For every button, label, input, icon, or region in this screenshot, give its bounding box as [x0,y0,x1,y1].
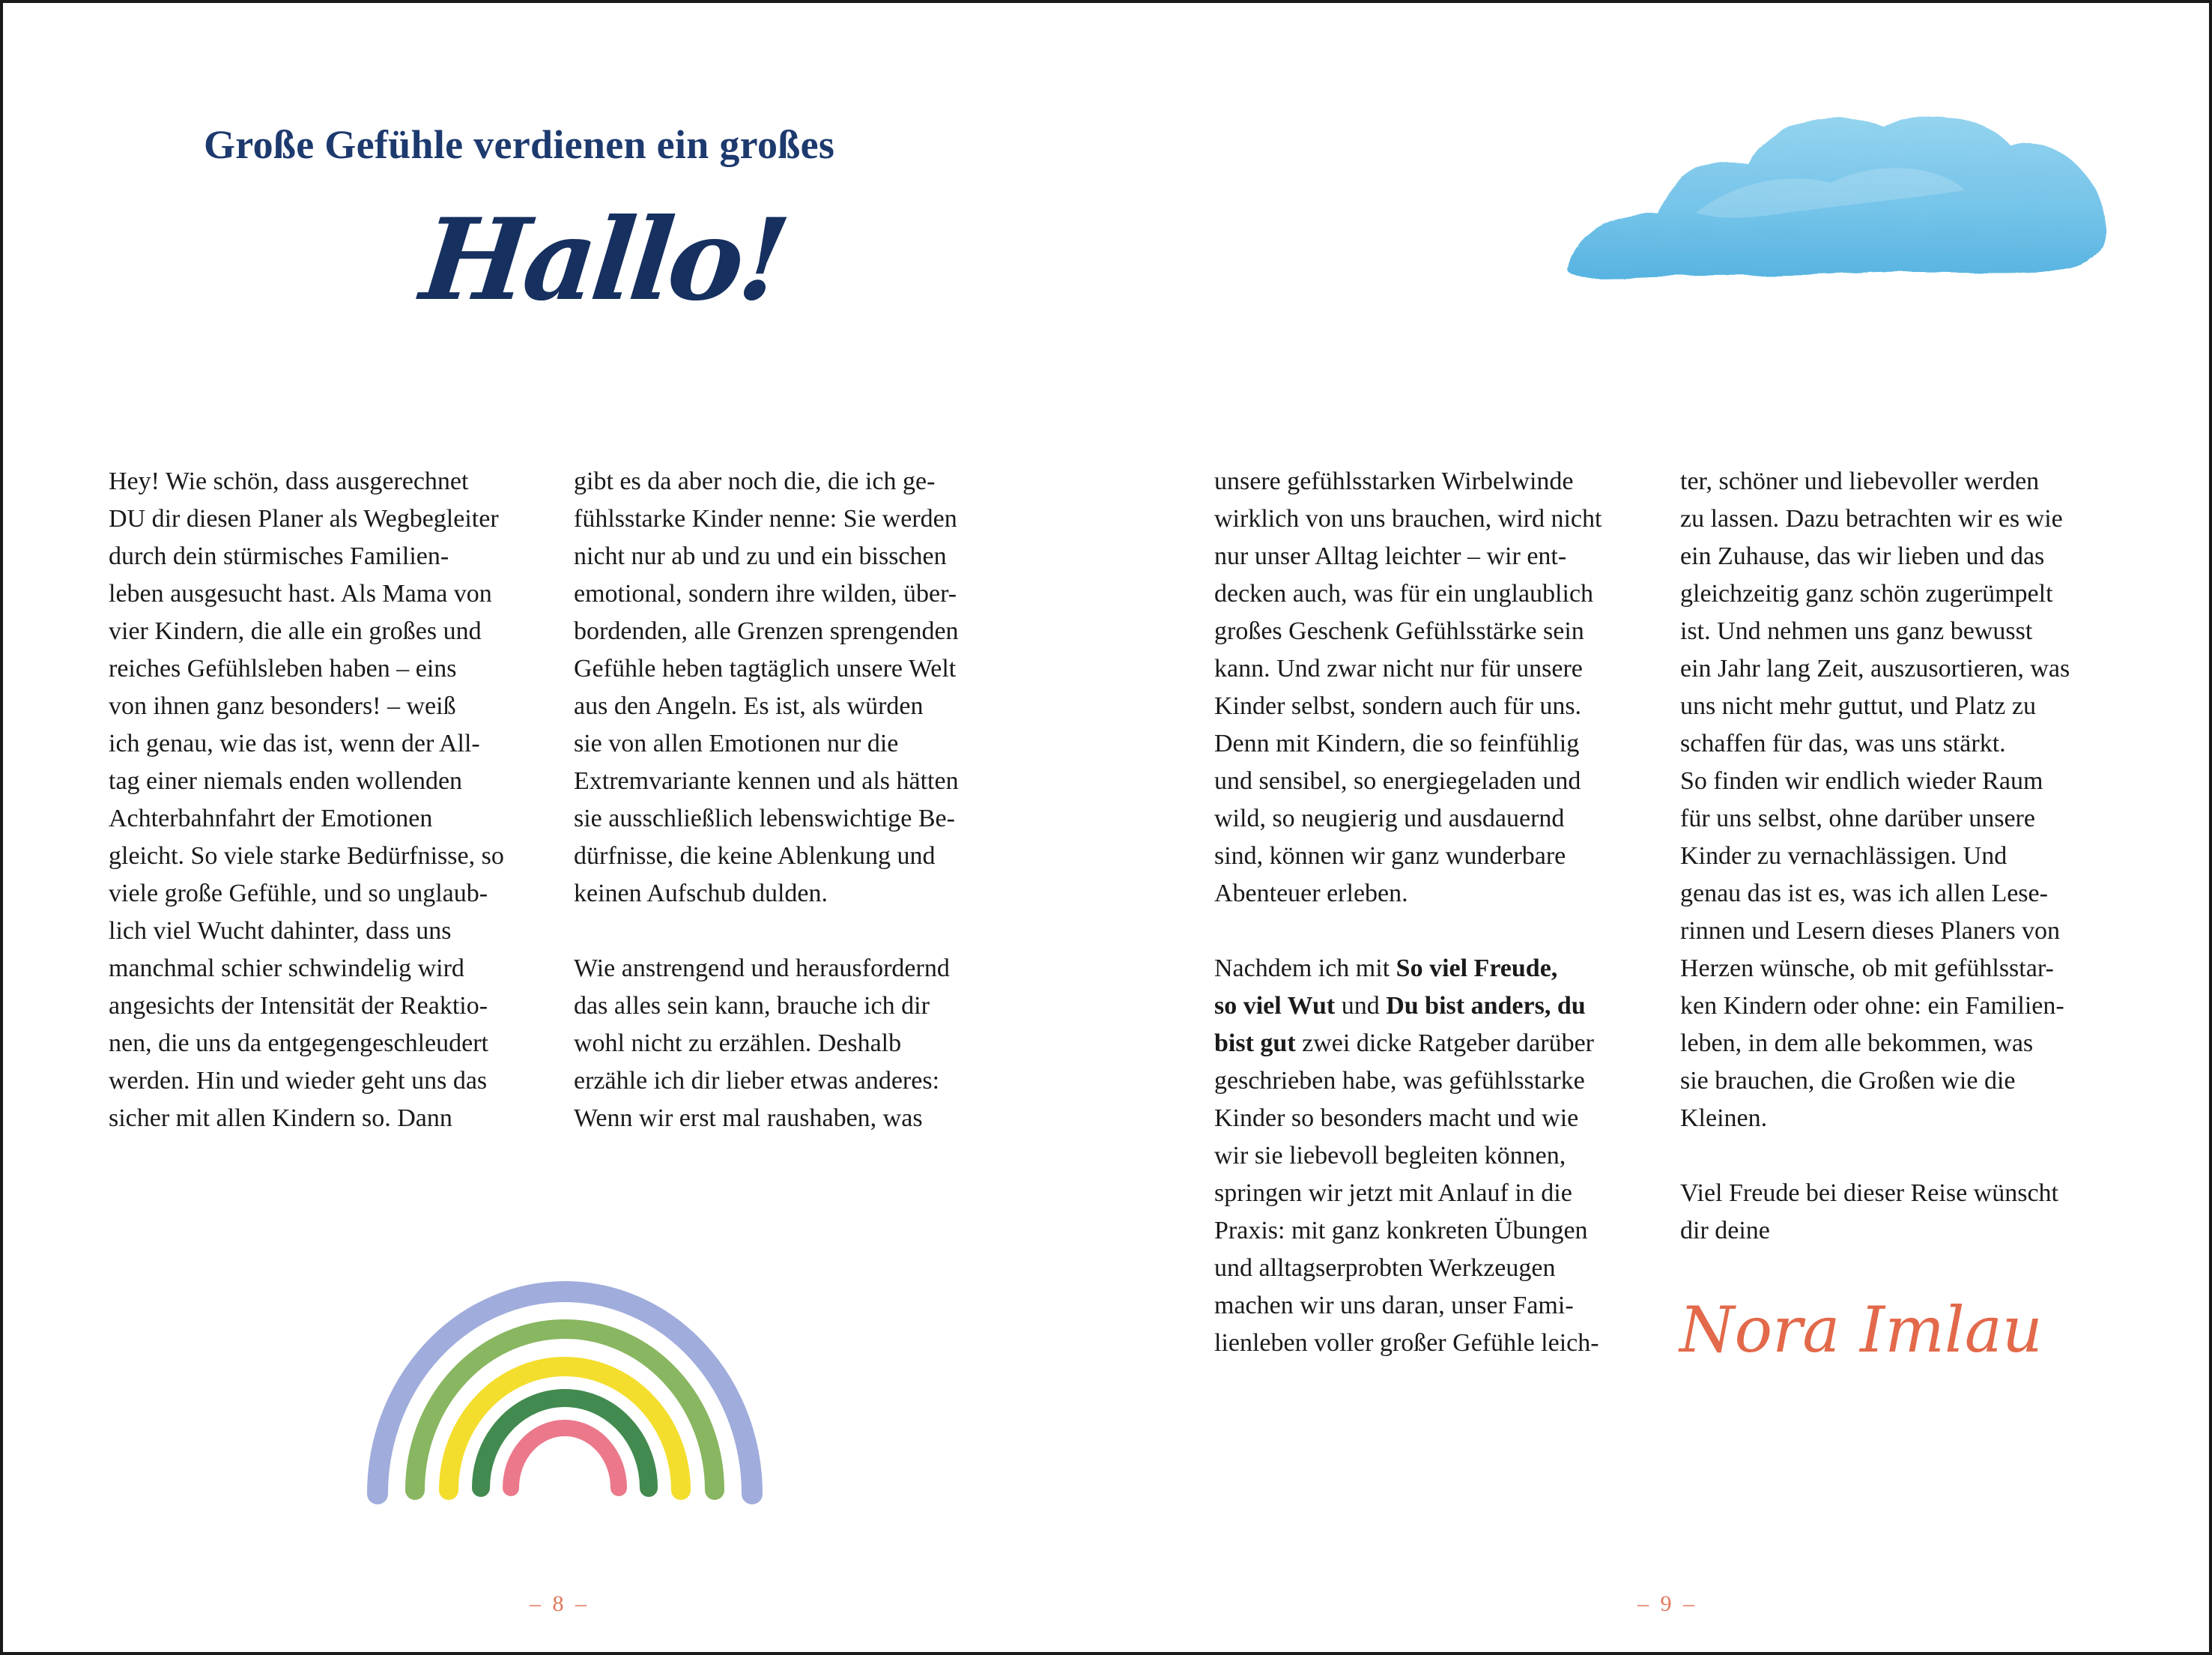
hallo-lettering: Hallo! [415,194,792,326]
text-line: durch dein stürmisches Familien- [109,542,449,570]
text-line: ein Jahr lang Zeit, auszusortieren, was [1680,655,2070,683]
text-line: zu lassen. Dazu betrachten wir es wie [1680,505,2063,533]
text-line: gleicht. So viele starke Bedürfnisse, so [109,842,504,870]
paragraph [109,463,558,1137]
text-line: reiches Gefühlsleben haben – eins [109,655,457,683]
text-line: Extremvariante kennen und als hätten [574,767,959,795]
text-line: leben, in dem alle bekommen, was [1680,1029,2034,1057]
text-line: erzähle ich dir lieber etwas anderes: [574,1067,940,1095]
text-line: genau das ist es, was ich allen Lese- [1680,880,2048,907]
text-line: ken Kindern oder ohne: ein Familien- [1680,992,2064,1020]
text-line: sicher mit allen Kindern so. Dann [109,1104,452,1132]
text-line: emotional, sondern ihre wilden, über- [574,580,957,608]
text-line: nur unser Alltag leichter – wir ent- [1214,542,1567,570]
text-column-1 [109,463,558,1137]
text-line: Wie anstrengend und herausfordernd [574,954,950,982]
text-line: Nachdem ich mit So viel Freude, [1214,954,1558,982]
text-line: lich viel Wucht dahinter, dass uns [109,917,452,945]
text-line: und sensibel, so energiegeladen und [1214,767,1581,795]
text-line: geschrieben habe, was gefühlsstarke [1214,1067,1585,1095]
text-line: Kleinen. [1680,1104,1768,1132]
text-line: wir sie liebevoll begleiten können, [1214,1142,1566,1170]
text-line: Herzen wünsche, ob mit gefühlsstar- [1680,954,2054,982]
page-number-left: – 8 – [530,1591,590,1616]
text-line: sind, können wir ganz wunderbare [1214,842,1566,870]
text-line: Achterbahnfahrt der Emotionen [109,805,433,832]
text-column-3 [1214,463,1664,1362]
text-line: uns nicht mehr guttut, und Platz zu [1680,692,2036,720]
text-line: gleichzeitig ganz schön zugerümpelt [1680,580,2053,608]
text-line: Abenteuer erleben. [1214,880,1408,907]
rainbow-illustration [348,1217,782,1531]
text-line: springen wir jetzt mit Anlauf in die [1214,1179,1572,1207]
text-line: keinen Aufschub dulden. [574,880,828,907]
page-number-right: – 9 – [1637,1591,1697,1616]
text-line: ist. Und nehmen uns ganz bewusst [1680,617,2033,645]
text-line: nen, die uns da entgegengeschleudert [109,1029,488,1057]
paragraph [1680,1175,2130,1250]
paragraph [1214,463,1664,913]
text-line: Praxis: mit ganz konkreten Übungen [1214,1217,1588,1244]
text-line: das alles sein kann, brauche ich dir [574,992,930,1020]
page-heading: Große Gefühle verdienen ein großes [204,122,835,167]
text-line: unsere gefühlsstarken Wirbelwinde [1214,468,1574,495]
text-column-2 [574,463,1023,1137]
text-line: für uns selbst, ohne darüber unsere [1680,805,2035,832]
text-line: rinnen und Lesern dieses Planers von [1680,917,2061,945]
text-line: von ihnen ganz besonders! – weiß [109,692,456,720]
paragraph [1680,463,2130,1137]
text-line: machen wir uns daran, unser Fami- [1214,1292,1574,1319]
text-line: dürfnisse, die keine Ablenkung und [574,842,936,870]
text-line: Kinder zu vernachlässigen. Und [1680,842,2008,870]
text-line: nicht nur ab und zu und ein bisschen [574,542,947,570]
text-line: Hey! Wie schön, dass ausgerechnet [109,468,469,495]
text-line: wild, so neugierig und ausdauernd [1214,805,1565,832]
text-line: Viel Freude bei dieser Reise wünscht [1680,1179,2058,1207]
text-line: ein Zuhause, das wir lieben und das [1680,542,2045,570]
signature [1673,1277,2048,1374]
text-line: und alltagserprobten Werkzeugen [1214,1254,1556,1282]
text-line: Denn mit Kindern, die so feinfühlig [1214,730,1580,757]
text-line: sie von allen Emotionen nur die [574,730,899,757]
text-line: viele große Gefühle, und so unglaub- [109,880,488,907]
text-line: ter, schöner und liebevoller werden [1680,468,2040,495]
text-line: großes Geschenk Gefühlsstärke sein [1214,617,1584,645]
text-line: sie ausschließlich lebenswichtige Be- [574,805,955,832]
paragraph [1214,950,1664,1362]
paragraph [574,950,1023,1137]
text-line: werden. Hin und wieder geht uns das [109,1067,488,1095]
text-line: So finden wir endlich wieder Raum [1680,767,2043,795]
text-line: so viel Wut und Du bist anders, du [1214,992,1586,1020]
text-line: sie brauchen, die Großen wie die [1680,1067,2016,1095]
text-line: Kinder so besonders macht und wie [1214,1104,1579,1132]
text-line: bist gut zwei dicke Ratgeber darüber [1214,1029,1594,1057]
text-line: lienleben voller großer Gefühle leich- [1214,1329,1599,1357]
text-line: Kinder selbst, sondern auch für uns. [1214,692,1582,720]
text-line: wohl nicht zu erzählen. Deshalb [574,1029,902,1057]
paragraph [574,463,1023,913]
text-line: Gefühle heben tagtäglich unsere Welt [574,655,957,683]
svg-text:Nora Imlau: Nora Imlau [1679,1293,2043,1367]
text-line: bordenden, alle Grenzen sprengenden [574,617,959,645]
text-line: decken auch, was für ein unglaublich [1214,580,1594,608]
text-line: dir deine [1680,1217,1770,1244]
text-line: vier Kindern, die alle ein großes und [109,617,482,645]
text-line: gibt es da aber noch die, die ich ge- [574,468,936,495]
text-line: manchmal schier schwindelig wird [109,954,464,982]
text-line: ich genau, wie das ist, wenn der All- [109,730,480,757]
text-line: tag einer niemals enden wollenden [109,767,463,795]
text-line: leben ausgesucht hast. Als Mama von [109,580,492,608]
text-line: fühlsstarke Kinder nenne: Sie werden [574,505,957,533]
text-line: schaffen für das, was uns stärkt. [1680,730,2006,757]
text-line: aus den Angeln. Es ist, als würden [574,692,924,720]
cloud-illustration [1561,100,2115,295]
text-line: angesichts der Intensität der Reaktio- [109,992,488,1020]
text-line: Wenn wir erst mal raushaben, was [574,1104,923,1132]
text-column-4 [1680,463,2130,1250]
text-line: kann. Und zwar nicht nur für unsere [1214,655,1583,683]
text-line: DU dir diesen Planer als Wegbegleiter [109,505,499,533]
text-line: wirklich von uns brauchen, wird nicht [1214,505,1602,533]
